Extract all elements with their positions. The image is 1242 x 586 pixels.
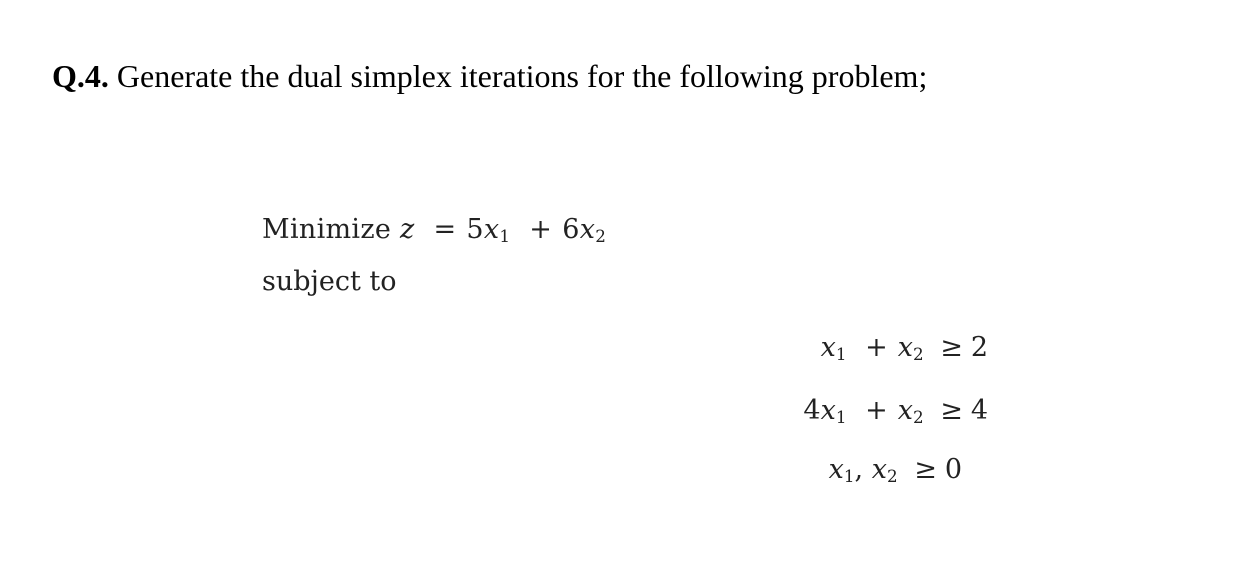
objective-term-1: $5x_1$ (466, 214, 511, 247)
constraint-nonnegativity: $x_1$, $x_2 \ge 0$ (828, 454, 962, 487)
relation-geq: ≥ (940, 395, 963, 426)
constraint-2: $4x_1 + x_2 \ge 4$ (803, 395, 988, 428)
rhs-value: 0 (944, 454, 962, 485)
plus-sign: + (529, 214, 553, 245)
objective-term-2: $6x_2$ (562, 214, 607, 247)
rhs-value: 4 (970, 395, 988, 426)
relation-geq: ≥ (940, 332, 963, 363)
equals-sign: = (433, 214, 457, 245)
objective-function (262, 212, 606, 248)
question-text: Generate the dual simplex iterations for the following problem; (108, 58, 928, 94)
relation-geq: ≥ (914, 454, 937, 485)
question-number: Q.4. (52, 58, 109, 94)
subject-to-label: subject to (262, 266, 397, 297)
objective-variable: z (400, 214, 415, 245)
objective-label: Minimize (262, 214, 392, 245)
rhs-value: 2 (970, 332, 988, 363)
constraint-1: $x_1 + x_2 \ge 2$ (820, 332, 988, 365)
